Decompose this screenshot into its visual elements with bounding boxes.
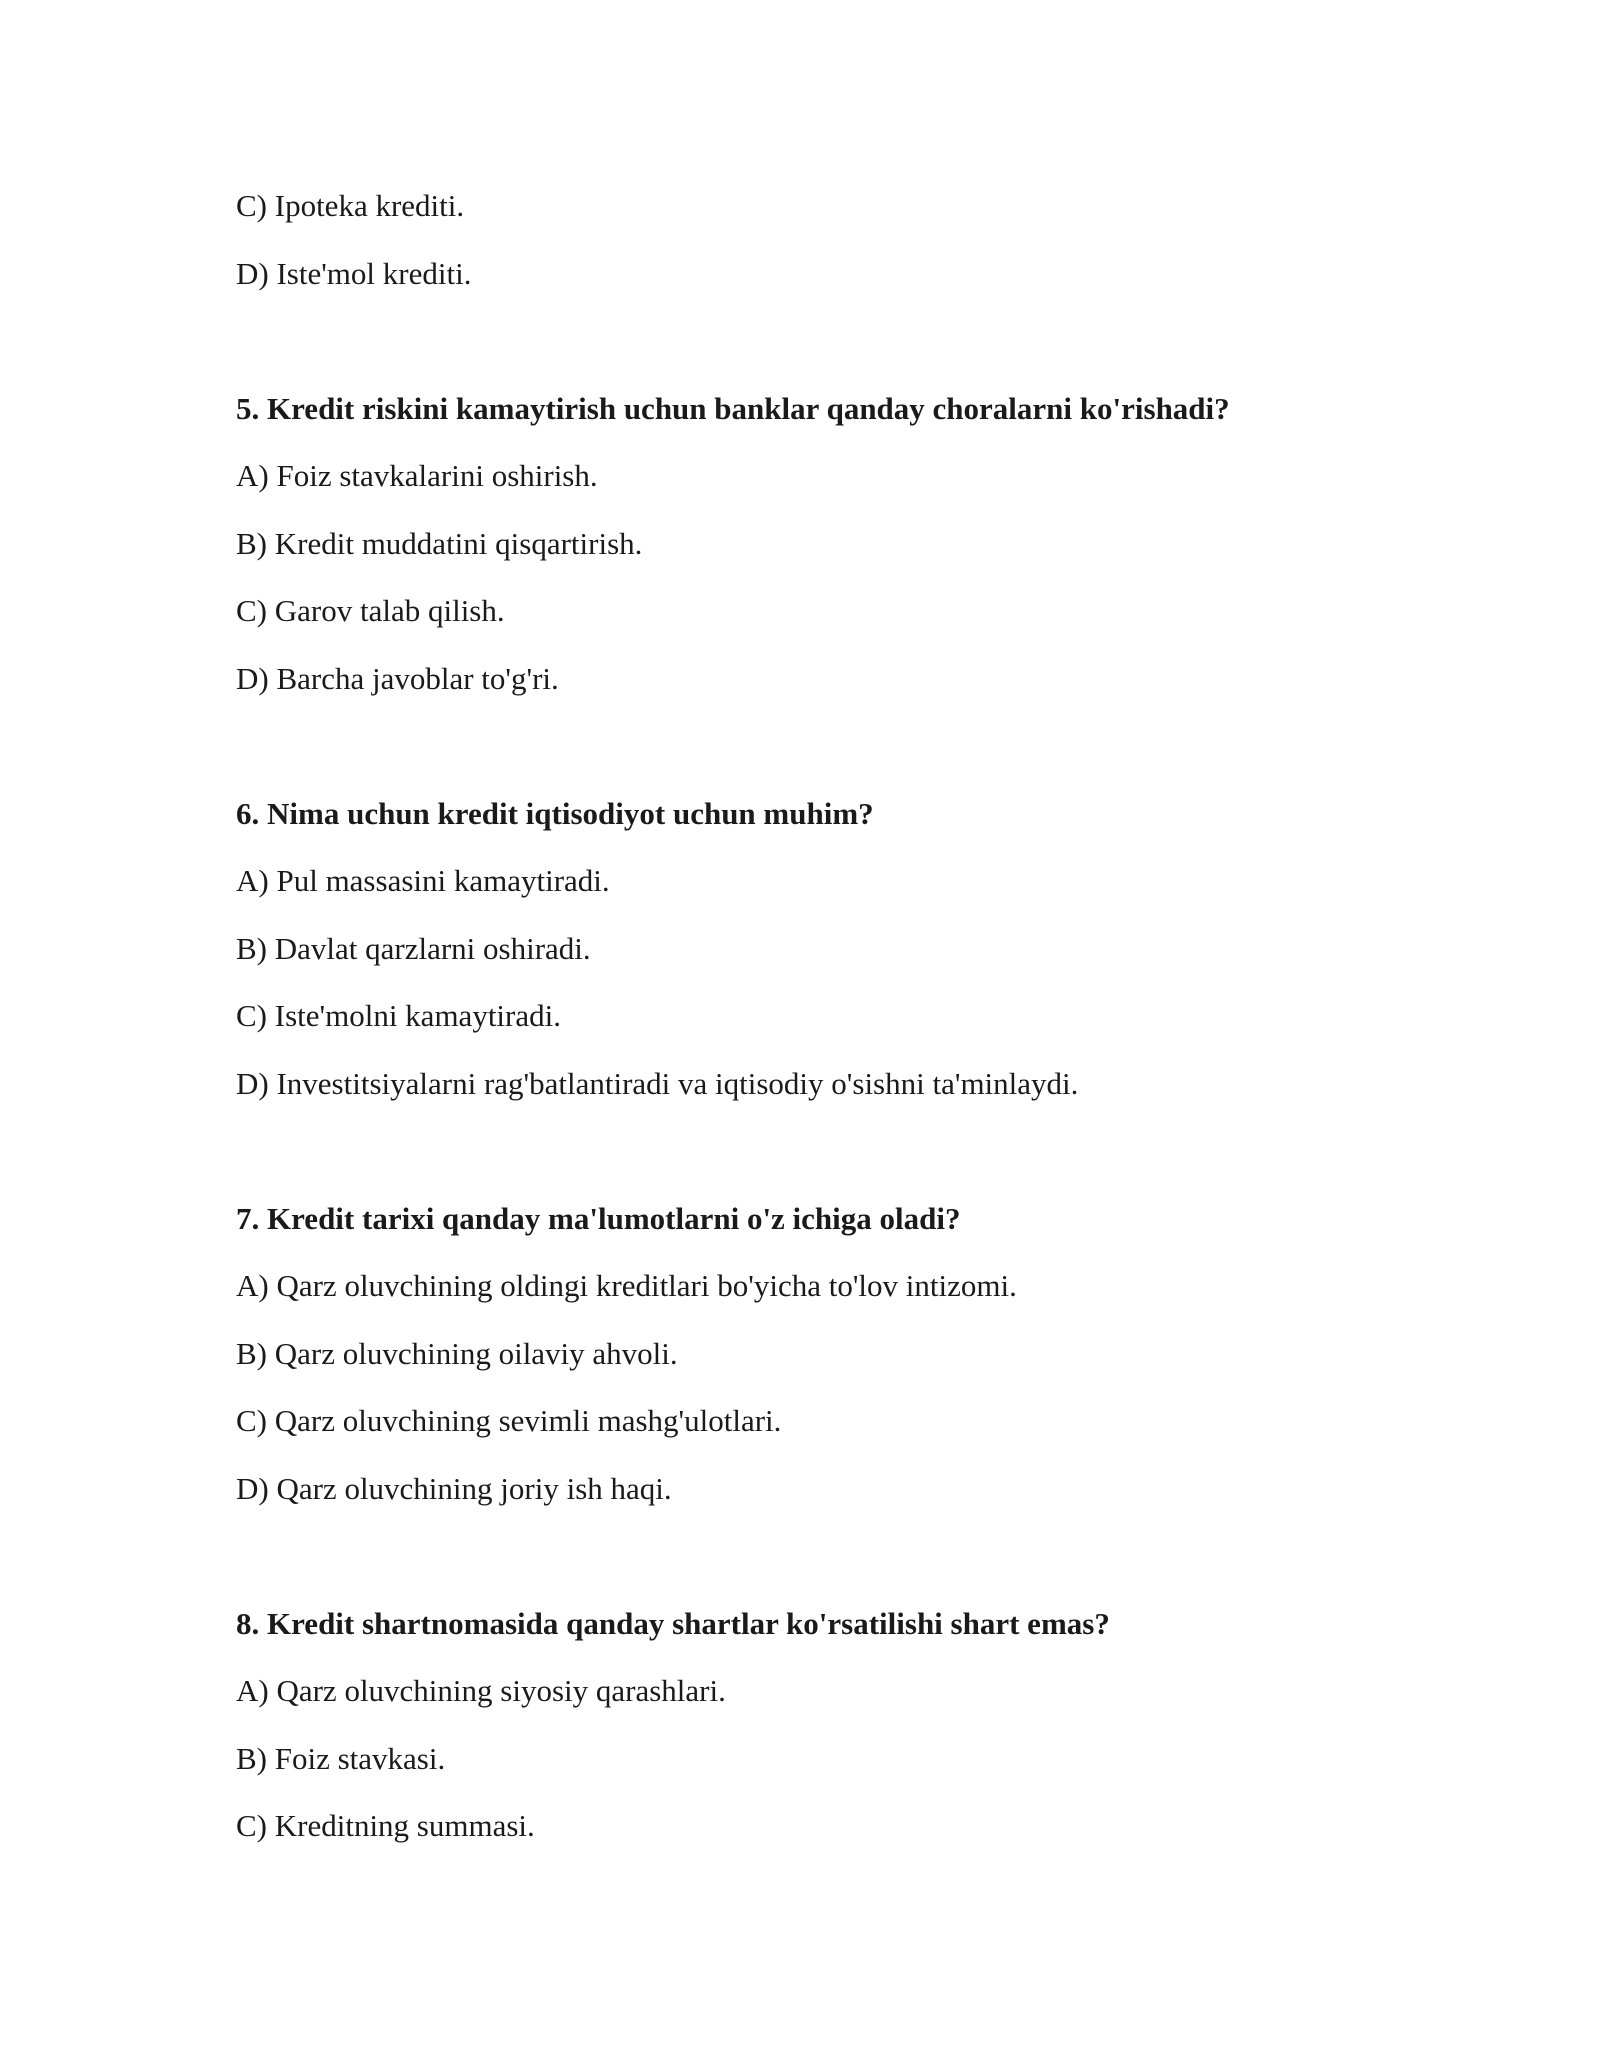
option-b-q5: B) Kredit muddatini qisqartirish.	[236, 526, 643, 561]
question-8: 8. Kredit shartnomasida qanday shartlar ko'rsatilishi shart emas?	[236, 1606, 1110, 1641]
option-b-q7: B) Qarz oluvchining oilaviy ahvoli.	[236, 1336, 678, 1371]
option-c-q7: C) Qarz oluvchining sevimli mashg'ulotlari.	[236, 1403, 782, 1438]
option-a-q7: A) Qarz oluvchining oldingi kreditlari bo'yicha to'lov intizomi.	[236, 1268, 1017, 1303]
question-7: 7. Kredit tarixi qanday ma'lumotlarni o'z ichiga oladi?	[236, 1201, 961, 1236]
option-a-q8: A) Qarz oluvchining siyosiy qarashlari.	[236, 1673, 726, 1708]
option-c-q6: C) Iste'molni kamaytiradi.	[236, 998, 561, 1033]
option-b-q8: B) Foiz stavkasi.	[236, 1741, 446, 1776]
option-d-q5: D) Barcha javoblar to'g'ri.	[236, 661, 559, 696]
option-a-q5: A) Foiz stavkalarini oshirish.	[236, 458, 598, 493]
option-d-q7: D) Qarz oluvchining joriy ish haqi.	[236, 1471, 672, 1506]
option-c-q8: C) Kreditning summasi.	[236, 1808, 535, 1843]
option-d-q4: D) Iste'mol krediti.	[236, 256, 472, 291]
question-6: 6. Nima uchun kredit iqtisodiyot uchun muhim?	[236, 796, 874, 831]
option-b-q6: B) Davlat qarzlarni oshiradi.	[236, 931, 591, 966]
option-c-q5: C) Garov talab qilish.	[236, 593, 505, 628]
option-d-q6: D) Investitsiyalarni rag'batlantiradi va iqtisodiy o'sishni ta'minlaydi.	[236, 1066, 1079, 1101]
question-5: 5. Kredit riskini kamaytirish uchun banklar qanday choralarni ko'rishadi?	[236, 391, 1230, 426]
option-c-q4: C) Ipoteka krediti.	[236, 188, 465, 223]
option-a-q6: A) Pul massasini kamaytiradi.	[236, 863, 610, 898]
